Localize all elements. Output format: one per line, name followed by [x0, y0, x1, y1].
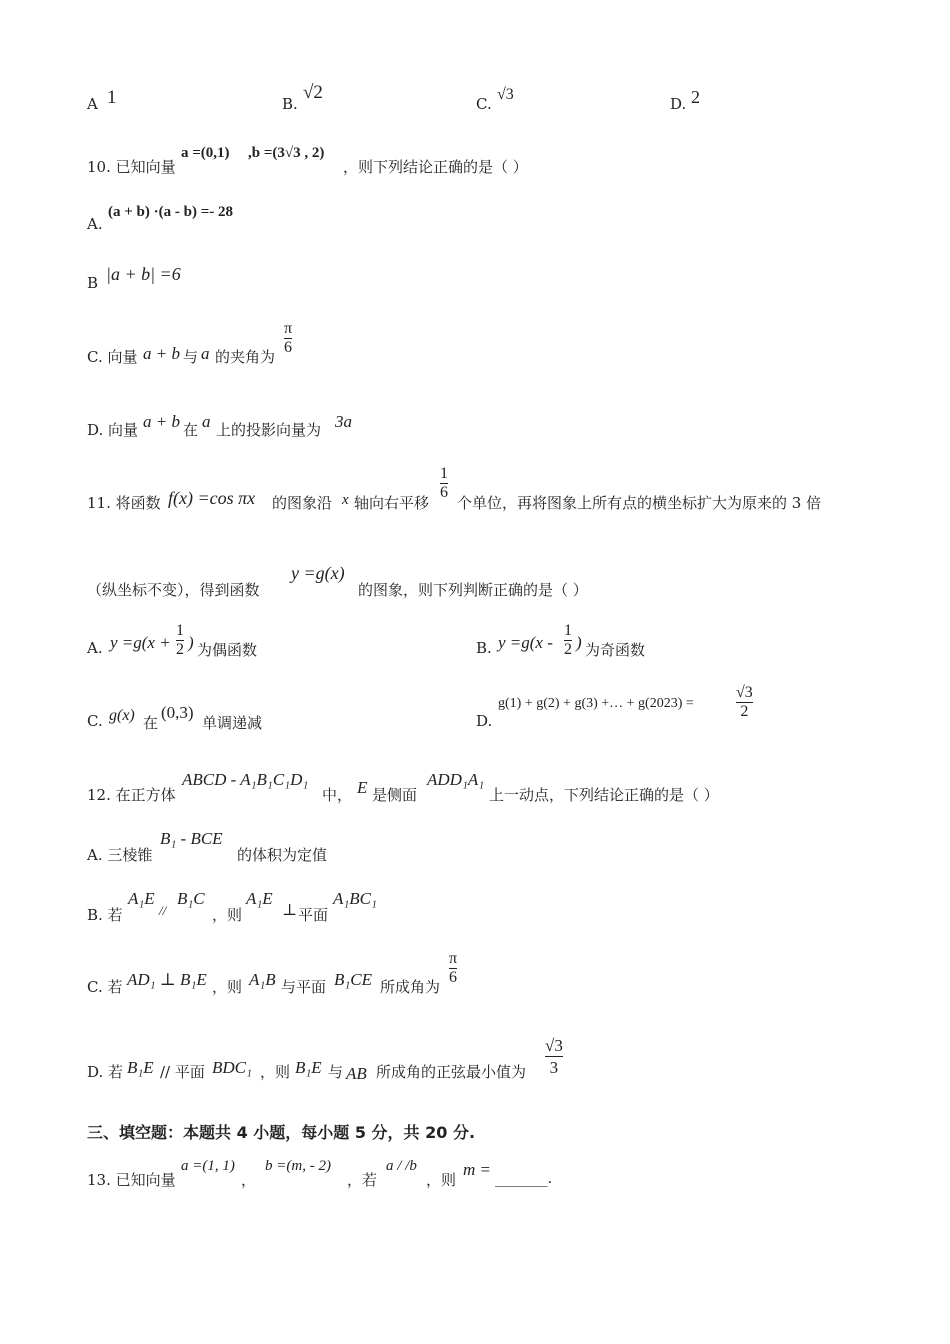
q13-mid2: ，则 — [426, 1171, 457, 1189]
q12-d-fraction — [545, 1035, 563, 1078]
q9-option-a-label: A — [87, 95, 98, 113]
q12-c-label: C. 若 — [87, 978, 123, 996]
q10-c-mid: 与 — [183, 348, 199, 366]
q11-a-fraction — [176, 622, 184, 659]
q11-c-math2: (0,3) — [161, 703, 194, 722]
q11-shift-fraction — [440, 465, 448, 502]
q9-option-b-value: √2 — [303, 82, 323, 103]
q9-option-a-value: 1 — [107, 87, 117, 108]
q12-mid2: 是侧面 — [372, 786, 418, 804]
q9-option-c-value: √3 — [497, 86, 514, 103]
q11-shift-numerator: 1 — [440, 465, 448, 482]
q10-a-math: (a + b) ·(a - b) =- 28 — [108, 204, 234, 220]
q10-b-label: B — [87, 274, 99, 292]
q11-d-math: g(1) + g(2) + g(3) +… + g(2023) = — [498, 696, 694, 711]
q11-d-label: D. — [476, 712, 493, 730]
q10-stem-prefix: 10. 已知向量 — [87, 158, 176, 176]
q10-c-fraction — [284, 320, 292, 357]
q11-b-suffix: 为奇函数 — [585, 641, 646, 659]
q12-d-mid: // 平面 — [160, 1063, 205, 1081]
q10-a-label: A. — [87, 215, 103, 233]
q12-b-m2: B₁C — [177, 889, 205, 908]
q12-face: ADD₁A₁ — [427, 770, 485, 789]
q11-a-suffix: 为偶函数 — [197, 641, 258, 659]
section-three-title: 三、填空题：本题共 4 小题，每小题 5 分，共 20 分. — [87, 1123, 476, 1142]
q12-b-m3: A₁E — [246, 889, 273, 908]
q12-mid1: 中， — [322, 786, 353, 804]
q10-d-mid: 在 — [183, 421, 199, 439]
q12-c-denominator: 6 — [449, 969, 458, 986]
q11-b-fraction — [564, 622, 572, 659]
q12-a-suffix: 的体积为定值 — [237, 846, 328, 864]
q11-c-label: C. — [87, 712, 103, 730]
q11-d-fraction — [736, 684, 753, 721]
q12-prefix: 12. 在正方体 — [87, 786, 176, 804]
q11-b-denominator: 2 — [564, 641, 572, 658]
q12-c-numerator: π — [449, 950, 458, 967]
q11-a-label: A. — [87, 639, 103, 657]
q10-stem-suffix: ，则下列结论正确的是（ ） — [343, 158, 528, 176]
q10-d-suffix: 上的投影向量为 — [216, 421, 322, 439]
q12-c-m2: A₁B — [249, 970, 276, 989]
q9-option-d-value: 2 — [691, 87, 700, 107]
q10-c-label: C. 向量 — [87, 348, 138, 366]
q11-text3: 个单位，再将图象上所有点的横坐标扩大为原来的 3 倍 — [457, 494, 822, 512]
q13-answer-blank[interactable]: _______. — [495, 1169, 553, 1187]
q11-a-denominator: 2 — [176, 641, 184, 658]
q11-b-numerator: 1 — [564, 622, 572, 639]
q11-a-math: y =g(x + — [110, 633, 171, 652]
q10-d-math2: a — [202, 412, 211, 431]
q13-vector-b: b =(m, - 2) — [265, 1158, 331, 1174]
q13-comma: ， — [241, 1171, 257, 1189]
q12-b-plane: 平面 — [298, 906, 329, 924]
q11-c-math1: g(x) — [109, 707, 135, 724]
q13-prefix: 13. 已知向量 — [87, 1171, 176, 1189]
q12-d-numerator: √3 — [545, 1036, 563, 1055]
q12-b-mid: ，则 — [212, 906, 243, 924]
q11-line2-prefix: （纵坐标不变），得到函数 — [87, 581, 260, 599]
q12-c-mid: ，则 — [212, 978, 243, 996]
q12-b-m1: A₁E — [128, 889, 155, 908]
q11-a-close: ) — [188, 633, 194, 652]
q12-b-m4: A₁BC₁ — [333, 889, 377, 908]
q12-point-e: E — [357, 778, 368, 797]
q12-b-parallel: // — [159, 903, 167, 918]
q12-d-suffix: 所成角的正弦最小值为 — [376, 1063, 527, 1081]
q11-line2-suffix: 的图象，则下列判断正确的是（ ） — [358, 581, 588, 599]
q12-d-mid2: ，则 — [260, 1063, 291, 1081]
q10-c-suffix: 的夹角为 — [215, 348, 276, 366]
q11-d-numerator: √3 — [736, 684, 753, 701]
q11-prefix: 11. 将函数 — [87, 494, 161, 512]
q12-c-m3: B₁CE — [334, 970, 373, 989]
q12-a-label: A. 三棱锥 — [87, 846, 153, 864]
q9-option-b-label: B. — [282, 95, 298, 113]
q10-c-denominator: 6 — [284, 339, 293, 356]
q12-d-m3: B₁E — [295, 1058, 322, 1077]
q12-cube: ABCD - A₁B₁C₁D₁ — [182, 770, 309, 789]
q11-d-denominator: 2 — [740, 703, 749, 720]
q10-c-math2: a — [201, 344, 210, 363]
q12-d-denominator: 3 — [549, 1058, 559, 1077]
q13-mid: ，若 — [347, 1171, 378, 1189]
q12-b-label: B. 若 — [87, 906, 123, 924]
q11-c-suffix: 单调递减 — [202, 714, 263, 732]
q10-b-math: |a + b| =6 — [106, 264, 181, 284]
q11-g-function: y =g(x) — [291, 563, 345, 583]
q11-shift-denominator: 6 — [440, 484, 448, 501]
q12-d-mid3: 与 — [328, 1063, 344, 1081]
q13-m: m = — [463, 1160, 491, 1179]
q12-suffix: 上一动点，下列结论正确的是（ ） — [489, 786, 719, 804]
q10-c-numerator: π — [284, 320, 293, 337]
q12-c-fraction — [449, 950, 457, 987]
q11-b-math: y =g(x - — [498, 633, 553, 652]
q11-text2: 轴向右平移 — [354, 494, 430, 512]
q10-vector-b: ,b =(3√3 , 2) — [248, 145, 325, 161]
q11-x-axis: x — [342, 492, 349, 508]
q9-option-d-label: D. — [670, 95, 687, 113]
q13-condition: a / /b — [386, 1158, 417, 1174]
q12-c-suffix: 所成角为 — [380, 978, 441, 996]
q13-vector-a: a =(1, 1) — [181, 1158, 235, 1174]
q11-text1: 的图象沿 — [272, 494, 333, 512]
q11-c-mid: 在 — [143, 714, 159, 732]
q11-b-close: ) — [576, 633, 582, 652]
q12-d-label: D. 若 — [87, 1063, 124, 1081]
q11-b-label: B. — [476, 639, 492, 657]
q12-c-m1: AD₁ ⊥ B₁E — [127, 970, 207, 989]
q9-option-c-label: C. — [476, 95, 492, 113]
q10-d-label: D. 向量 — [87, 421, 139, 439]
q10-c-math1: a + b — [143, 344, 180, 363]
q10-d-math1: a + b — [143, 412, 180, 431]
q11-function: f(x) =cos πx — [168, 488, 256, 508]
q12-d-m2: BDC₁ — [212, 1058, 252, 1077]
q12-a-math: B₁ - BCE — [160, 829, 223, 848]
q12-b-perp: ⊥ — [282, 902, 298, 919]
q11-a-numerator: 1 — [176, 622, 184, 639]
q10-d-math3: 3a — [335, 412, 352, 431]
q10-vector-a: a =(0,1) — [181, 145, 230, 161]
q12-d-m1: B₁E — [127, 1058, 154, 1077]
q12-d-m4: AB — [346, 1064, 367, 1083]
q12-c-mid2: 与平面 — [281, 978, 327, 996]
